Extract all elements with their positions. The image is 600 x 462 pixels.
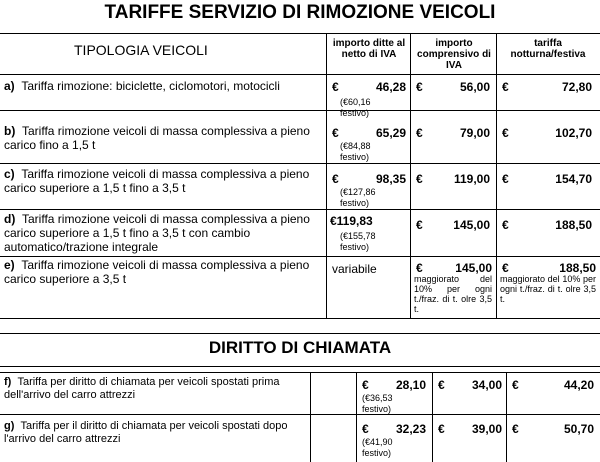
table-border <box>410 33 411 318</box>
row-a-net-note: (€60,16 festivo) <box>340 97 371 118</box>
table-border <box>0 366 600 367</box>
row-label: g) <box>4 420 15 432</box>
table-border <box>310 372 311 462</box>
row-text: Tariffa rimozione veicoli di massa complessiva a pieno carico superiore a 1,5 t fino a 3,5 t con cambio automatico/trazione integrale <box>4 212 310 254</box>
table-border <box>496 33 497 318</box>
euro-sign: € <box>332 172 339 186</box>
row-b-night: 102,70 <box>555 126 592 140</box>
table-border <box>0 33 600 34</box>
table-border <box>0 333 600 334</box>
euro-sign: € <box>332 126 339 140</box>
row-label: a) <box>4 79 15 93</box>
euro-sign: € <box>502 126 509 140</box>
row-g-night: 50,70 <box>563 422 594 436</box>
table-border <box>0 256 600 257</box>
row-c-iva: 119,00 <box>453 172 490 186</box>
row-b-desc <box>4 124 324 152</box>
row-f-desc <box>4 376 304 402</box>
table-border <box>0 209 600 210</box>
row-a-night: 72,80 <box>561 80 592 94</box>
euro-sign: € <box>502 218 509 232</box>
row-c-net: 98,35 <box>375 172 406 186</box>
row-d-net: €119,83 <box>330 214 373 228</box>
euro-sign: € <box>438 378 445 392</box>
euro-sign: € <box>362 422 369 436</box>
row-label: e) <box>4 258 15 272</box>
row-a-desc <box>4 79 324 93</box>
euro-sign: € <box>416 126 423 140</box>
euro-sign: € <box>512 378 519 392</box>
row-c-desc <box>4 167 324 195</box>
row-c-net-note: (€127,86 festivo) <box>340 187 376 208</box>
row-d-desc <box>4 212 322 254</box>
euro-sign: € <box>502 261 509 275</box>
column-header-iva: importo comprensivo di IVA <box>417 38 491 71</box>
row-c-night: 154,70 <box>555 172 592 186</box>
row-e-desc <box>4 258 324 286</box>
row-b-net-note: (€84,88 festivo) <box>340 141 371 162</box>
table-border <box>326 33 327 318</box>
column-header-tipologia: TIPOLOGIA VEICOLI <box>74 42 208 58</box>
row-text: Tariffa per diritto di chiamata per veicoli spostati prima dell'arrivo del carro attrezzi <box>4 376 280 401</box>
euro-sign: € <box>416 172 423 186</box>
row-label: d) <box>4 212 16 226</box>
euro-sign: € <box>502 172 509 186</box>
row-f-night: 44,20 <box>563 378 594 392</box>
row-e-night: 188,50 <box>559 261 596 275</box>
section-title-rimozione: TARIFFE SERVIZIO DI RIMOZIONE VEICOLI <box>104 2 496 23</box>
table-border <box>0 318 600 319</box>
euro-sign: € <box>416 80 423 94</box>
row-f-iva: 34,00 <box>471 378 502 392</box>
row-b-net: 65,29 <box>375 126 406 140</box>
euro-sign: € <box>416 218 423 232</box>
row-g-net-note: (€41,90 festivo) <box>362 437 393 458</box>
row-text: Tariffa rimozione veicoli di massa complessiva a pieno carico superiore a 3,5 t <box>4 258 310 286</box>
table-border <box>0 74 600 75</box>
row-label: b) <box>4 124 16 138</box>
row-b-iva: 79,00 <box>459 126 490 140</box>
table-border <box>506 372 507 462</box>
row-text: Tariffa per il diritto di chiamata per veicoli spostati dopo l'arrivo del carro attrezzi <box>4 420 288 445</box>
table-border <box>432 372 433 462</box>
row-f-net: 28,10 <box>395 378 426 392</box>
row-label: f) <box>4 376 12 388</box>
row-f-net-note: (€36,53 festivo) <box>362 393 393 414</box>
row-label: c) <box>4 167 15 181</box>
table-border <box>0 372 600 373</box>
column-header-net: importo ditte al netto di IVA <box>332 38 406 60</box>
table-border <box>0 110 600 111</box>
table-border <box>0 414 600 415</box>
row-d-net-note: (€155,78 festivo) <box>340 231 376 252</box>
row-g-desc <box>4 420 304 446</box>
row-text: Tariffa rimozione: biciclette, ciclomotori, motocicli <box>21 79 280 93</box>
row-d-iva: 145,00 <box>453 218 490 232</box>
row-e-iva: 145,00 <box>455 261 492 275</box>
row-a-net: 46,28 <box>375 80 406 94</box>
row-g-iva: 39,00 <box>471 422 502 436</box>
euro-sign: € <box>332 80 339 94</box>
euro-sign: € <box>362 378 369 392</box>
row-text: Tariffa rimozione veicoli di massa complessiva a pieno carico superiore a 1,5 t fino a 3,5 t <box>4 167 310 195</box>
column-header-night: tariffa notturna/festiva <box>510 38 586 60</box>
euro-sign: € <box>502 80 509 94</box>
row-g-net: 32,23 <box>395 422 426 436</box>
row-d-night: 188,50 <box>555 218 592 232</box>
euro-sign: € <box>416 261 423 275</box>
row-a-iva: 56,00 <box>459 80 490 94</box>
section-title-chiamata: DIRITTO DI CHIAMATA <box>208 338 392 357</box>
table-border <box>0 163 600 164</box>
euro-sign: € <box>512 422 519 436</box>
euro-sign: € <box>438 422 445 436</box>
row-e-night-note: maggiorato del 10% per ogni t./fraz. di t. olre 3,5 t. <box>500 274 596 304</box>
row-e-net: variabile <box>332 262 377 276</box>
row-text: Tariffa rimozione veicoli di massa complessiva a pieno carico fino a 1,5 t <box>4 124 310 152</box>
table-border <box>356 372 357 462</box>
row-e-iva-note: maggiorato del 10% per ogni t./fraz. di t. olre 3,5 t. <box>414 274 492 314</box>
